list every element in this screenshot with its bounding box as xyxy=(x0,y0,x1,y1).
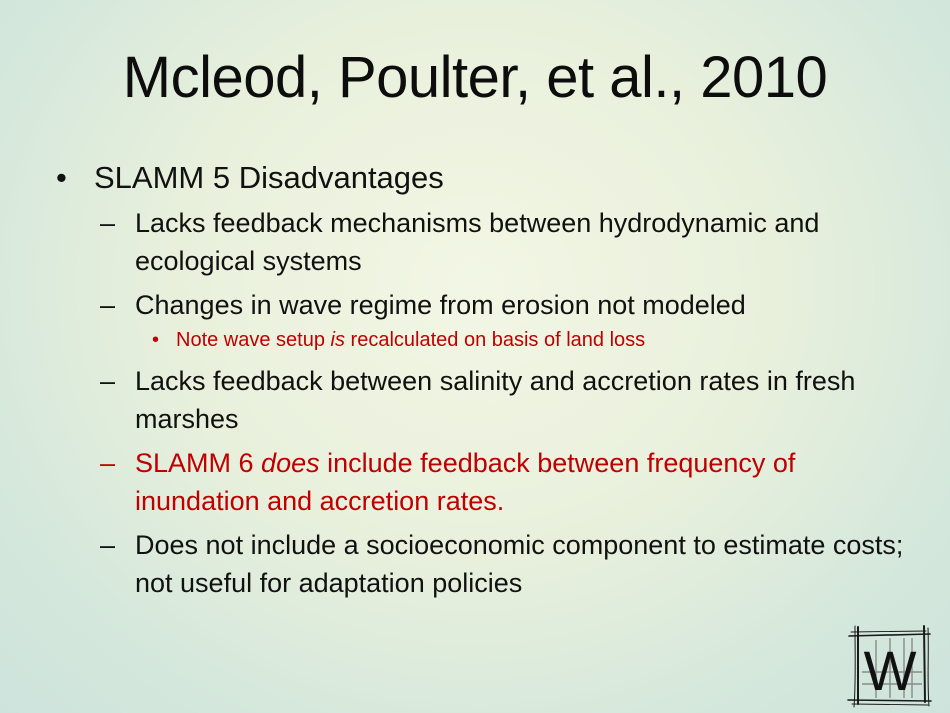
sub-bullet-feedback-mechanisms xyxy=(52,204,912,280)
sub-bullet-wave-regime xyxy=(52,286,912,324)
dash-glyph: – xyxy=(100,290,116,320)
note-text-pre: Note wave setup xyxy=(176,329,331,351)
slide-content xyxy=(52,158,912,608)
sub-bullet-text: Lacks feedback between salinity and accretion rates in fresh marshes xyxy=(135,366,856,434)
dash-glyph: – xyxy=(100,530,116,560)
bullet-glyph: • xyxy=(152,329,160,351)
sub-bullet-text: Changes in wave regime from erosion not modeled xyxy=(135,290,746,320)
note-text-emphasis: is xyxy=(330,329,345,351)
sub-bullet-text-post: include feedback between frequency of inundation and accretion rates. xyxy=(135,448,796,516)
w-logo-icon xyxy=(846,622,932,708)
note-wave-setup xyxy=(52,326,912,354)
sub-bullet-text-emphasis: does xyxy=(261,448,320,478)
dash-glyph: – xyxy=(100,366,116,396)
bullet-text: SLAMM 5 Disadvantages xyxy=(94,160,444,195)
sub-bullet-socioeconomic xyxy=(52,526,912,602)
note-text-post: recalculated on basis of land loss xyxy=(344,329,646,351)
slide-title: Mcleod, Poulter, et al., 2010 xyxy=(122,45,828,110)
sub-bullet-text-pre: SLAMM 6 xyxy=(135,448,262,478)
logo-letter: W xyxy=(863,639,917,702)
sub-bullet-text: Lacks feedback mechanisms between hydrodynamic and ecological systems xyxy=(135,208,820,276)
bullet-glyph: • xyxy=(56,160,67,195)
sub-bullet-salinity-feedback xyxy=(52,362,912,438)
sub-bullet-text: Does not include a socioeconomic component to estimate costs; not useful for adaptation policies xyxy=(135,530,904,598)
sub-bullet-slamm6-feedback xyxy=(52,444,912,520)
dash-glyph: – xyxy=(100,448,116,478)
bullet-slamm5-disadvantages xyxy=(52,158,912,198)
dash-glyph: – xyxy=(100,208,116,238)
